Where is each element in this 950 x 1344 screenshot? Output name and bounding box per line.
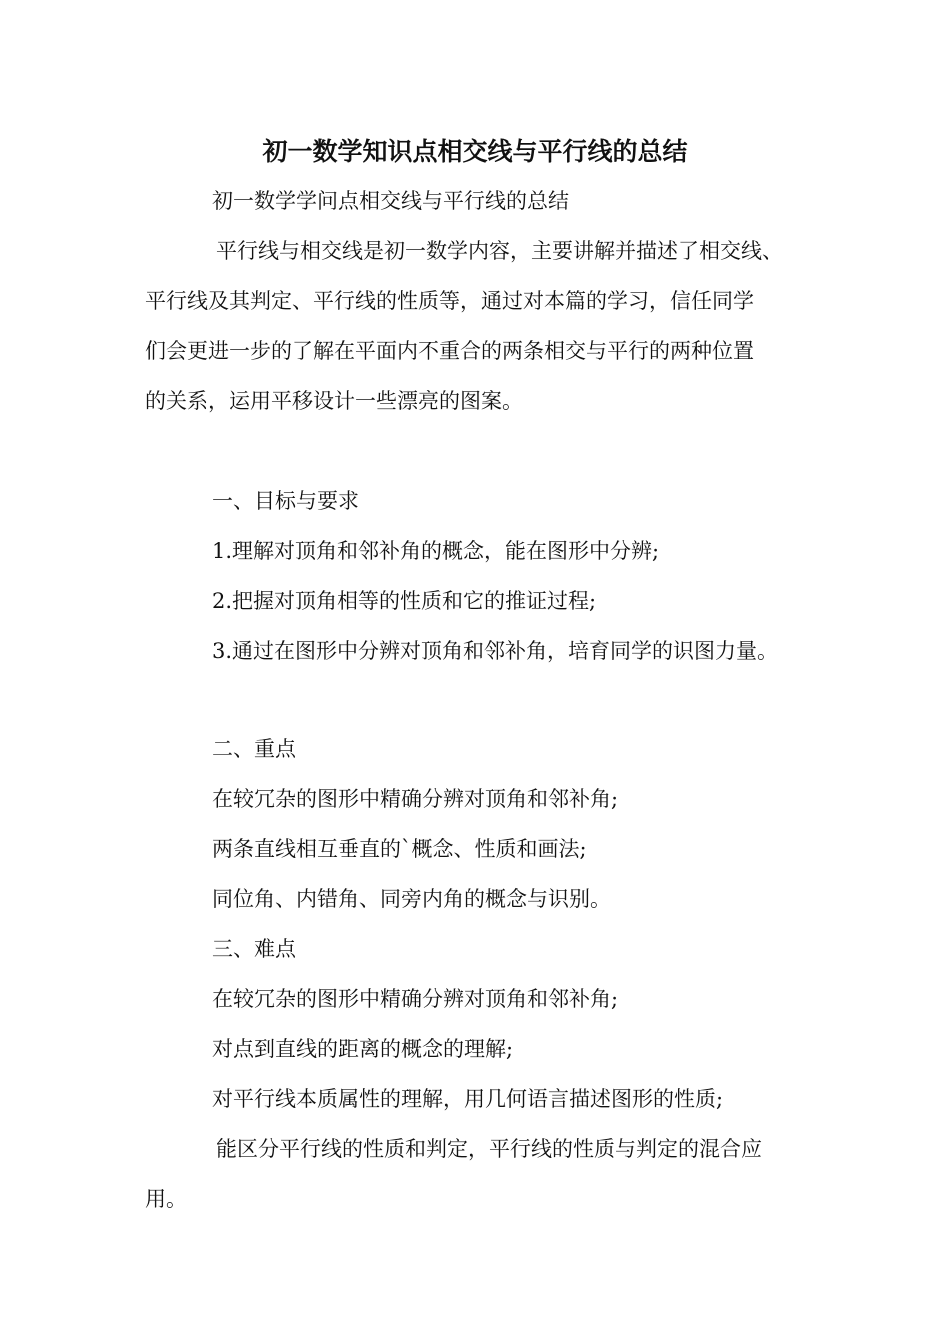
- section-1-item-1: 1.理解对顶角和邻补角的概念，能在图形中分辨;: [212, 539, 660, 563]
- document-title: 初一数学知识点相交线与平行线的总结: [262, 137, 688, 166]
- section-3-item-2: 对点到直线的距离的概念的理解;: [212, 1037, 514, 1061]
- section-2-heading: 二、重点: [212, 737, 296, 761]
- intro-line-3: 们会更进一步的了解在平面内不重合的两条相交与平行的两种位置: [145, 339, 754, 363]
- intro-line-4: 的关系，运用平移设计一些漂亮的图案。: [145, 389, 523, 413]
- section-3-item-3: 对平行线本质属性的理解，用几何语言描述图形的性质;: [212, 1087, 724, 1111]
- section-3-paragraph-line-1: 能区分平行线的性质和判定，平行线的性质与判定的混合应: [216, 1137, 762, 1161]
- intro-line-1: 平行线与相交线是初一数学内容，主要讲解并描述了相交线、: [216, 239, 783, 263]
- section-3-paragraph-line-2: 用。: [145, 1187, 187, 1211]
- section-1-heading: 一、目标与要求: [212, 489, 359, 513]
- section-3-item-1: 在较冗杂的图形中精确分辨对顶角和邻补角;: [212, 987, 619, 1011]
- intro-line-2: 平行线及其判定、平行线的性质等，通过对本篇的学习，信任同学: [145, 289, 754, 313]
- section-2-item-1: 在较冗杂的图形中精确分辨对顶角和邻补角;: [212, 787, 619, 811]
- section-3-heading: 三、难点: [212, 937, 296, 961]
- section-1-item-3: 3.通过在图形中分辨对顶角和邻补角，培育同学的识图力量。: [212, 639, 779, 663]
- section-2-item-2: 两条直线相互垂直的`概念、性质和画法;: [212, 837, 587, 861]
- section-1-item-2: 2.把握对顶角相等的性质和它的推证过程;: [212, 589, 597, 613]
- document-subtitle: 初一数学学问点相交线与平行线的总结: [212, 189, 569, 213]
- section-2-item-3: 同位角、内错角、同旁内角的概念与识别。: [212, 887, 611, 911]
